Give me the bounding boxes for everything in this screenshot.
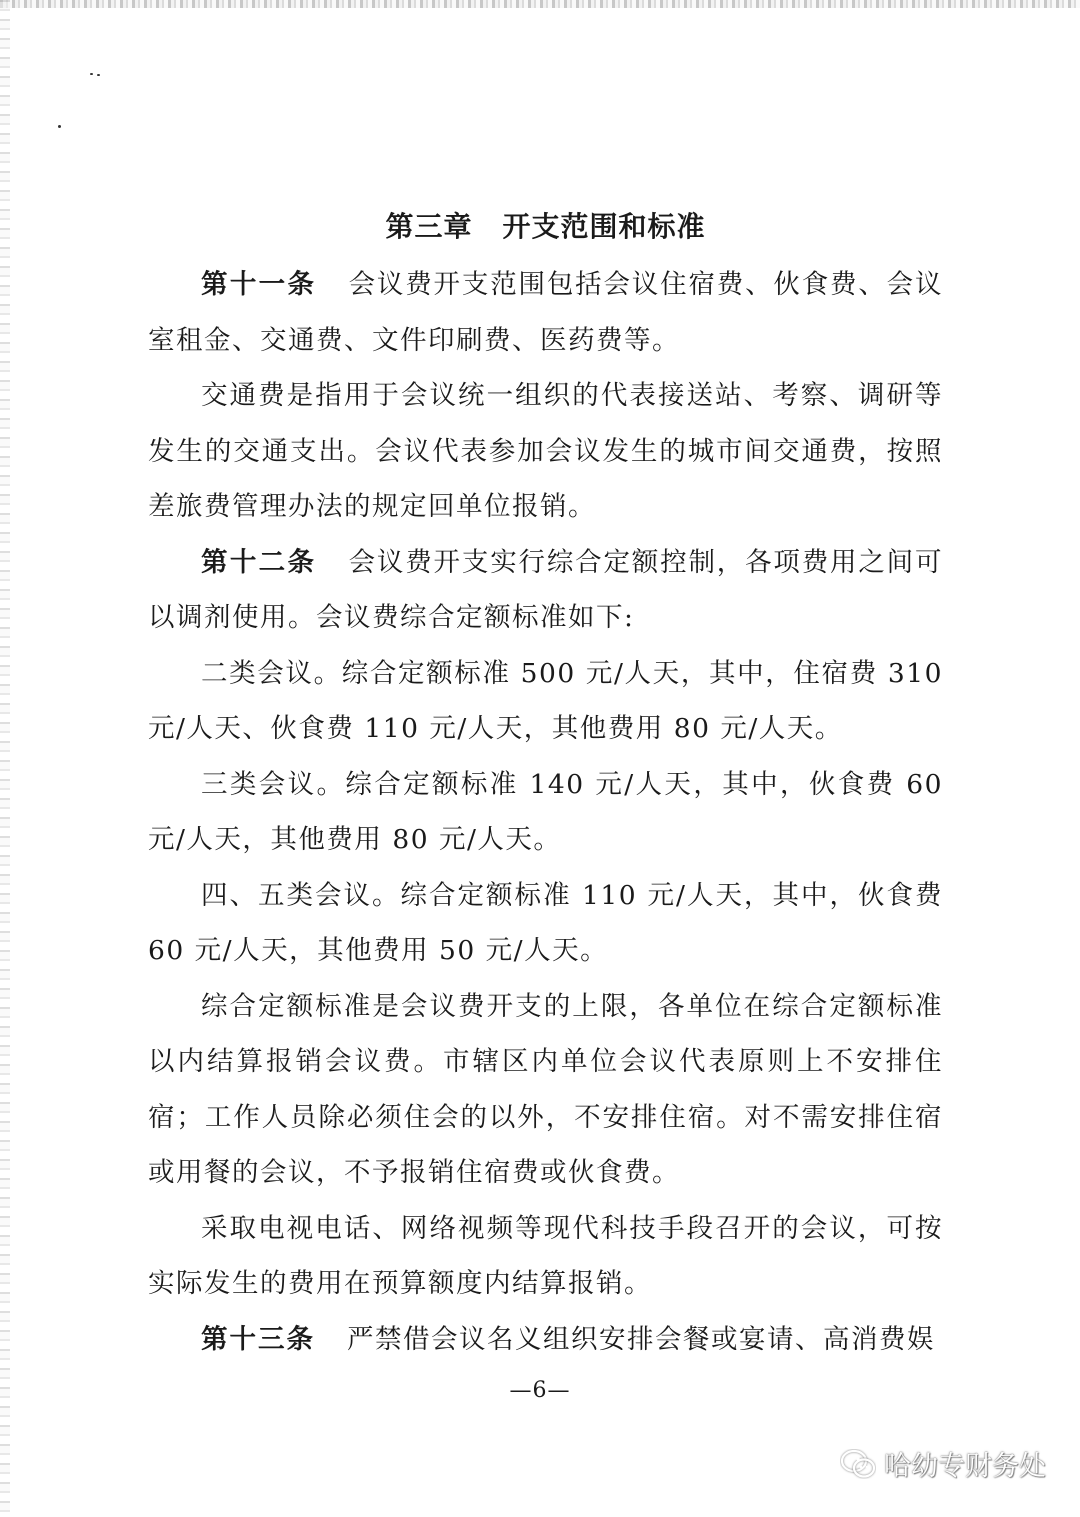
scan-edge-left	[0, 0, 10, 1517]
chapter-title	[148, 200, 943, 254]
wechat-icon	[840, 1449, 876, 1479]
paragraph-text: 严禁借会议名义组织安排会餐或宴请、高消费娱	[347, 1323, 935, 1355]
chapter-name: 开支范围和标准	[502, 210, 706, 243]
article-label: 第十一条	[201, 269, 317, 300]
article-label: 第十二条	[201, 546, 317, 578]
article-paragraph	[148, 1312, 943, 1368]
watermark-text: 哈幼专财务处	[884, 1451, 1046, 1482]
article-paragraph	[148, 535, 943, 646]
paragraph	[148, 646, 943, 757]
paragraph	[148, 757, 943, 868]
body-text	[148, 257, 943, 1367]
paragraph	[148, 868, 943, 979]
paragraph-text: 会议费开支范围包括会议住宿费、伙食费、会议室租金、交通费、文件印刷费、医药费等。	[148, 269, 944, 356]
paragraph-text: 综合定额标准是会议费开支的上限，各单位在综合定额标准以内结算报销会议费。市辖区内单位会议代表原则上不安排住宿；工作人员除必须住会的以外，不安排住宿。对不需安排住宿或用餐的会议，不予报销住宿费或伙食费。	[148, 990, 943, 1188]
scan-speck	[90, 73, 93, 75]
scan-edge-top	[0, 0, 1080, 8]
paragraph-text: 交通费是指用于会议统一组织的代表接送站、考察、调研等发生的交通支出。会议代表参加会议发生的城市间交通费，按照差旅费管理办法的规定回单位报销。	[148, 380, 943, 522]
paragraph-text: 三类会议。综合定额标准 140 元/人天，其中，伙食费 60 元/人天，其他费用 80 元/人天。	[148, 768, 943, 855]
scan-speck	[58, 125, 61, 128]
paragraph-text: 会议费开支实行综合定额控制，各项费用之间可以调剂使用。会议费综合定额标准如下:	[148, 546, 944, 633]
chapter-number: 第三章	[385, 210, 473, 243]
paragraph	[148, 979, 943, 1201]
page-number: —6—	[509, 1378, 571, 1403]
article-paragraph	[148, 257, 943, 368]
paragraph-text: 四、五类会议。综合定额标准 110 元/人天，其中，伙食费 60 元/人天，其他费用 50 元/人天。	[148, 879, 943, 966]
scan-speck	[97, 74, 100, 76]
paragraph	[148, 1201, 943, 1312]
document-page	[148, 200, 943, 1367]
paragraph-text: 采取电视电话、网络视频等现代科技手段召开的会议，可按实际发生的费用在预算额度内结算报销。	[148, 1212, 943, 1299]
paragraph-text: 二类会议。综合定额标准 500 元/人天，其中，住宿费 310 元/人天、伙食费 110 元/人天，其他费用 80 元/人天。	[148, 657, 943, 744]
article-label: 第十三条	[201, 1323, 315, 1355]
paragraph	[148, 368, 943, 535]
watermark	[840, 1444, 1046, 1483]
